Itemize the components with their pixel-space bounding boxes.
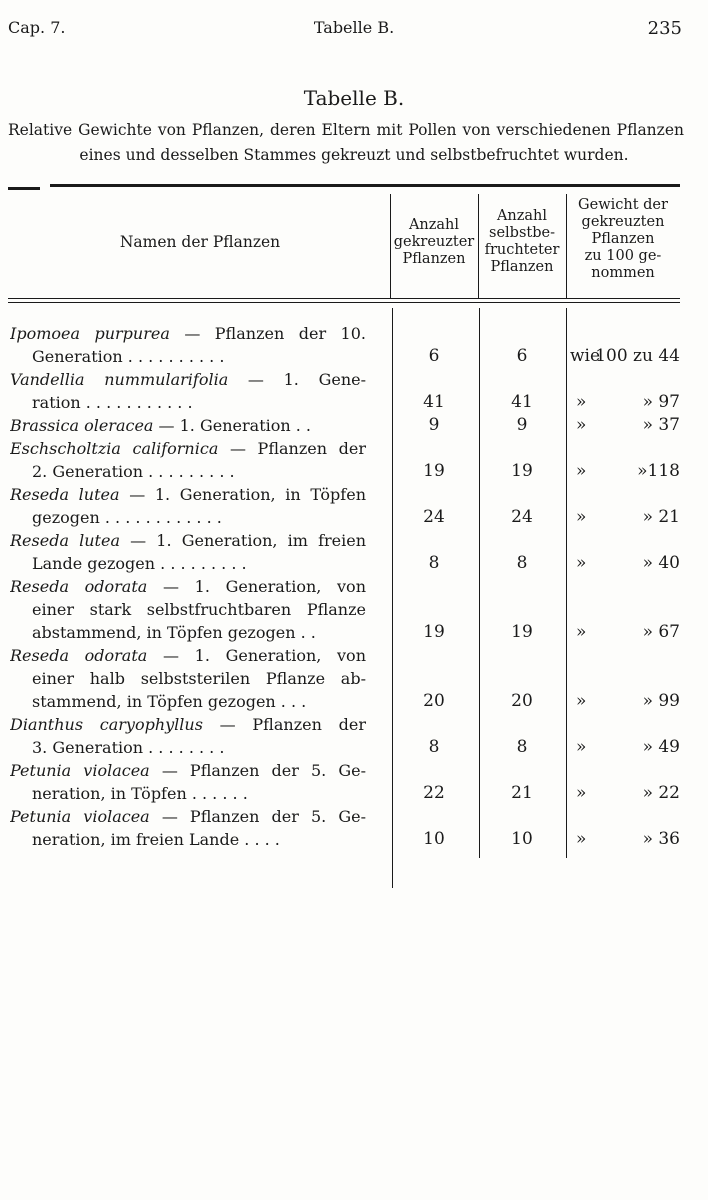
crossed-count: 10	[423, 829, 445, 849]
species-name: Eschscholtzia californica	[10, 439, 219, 458]
column-header-selfed: Anzahl selbstbe- fruchteter Pflanzen	[484, 208, 560, 275]
crossed-count: 19	[423, 622, 445, 642]
selfed-count: 6	[516, 346, 528, 366]
header-rule-2	[8, 302, 680, 303]
crossed-count: 6	[428, 346, 440, 366]
page-number: 235	[647, 18, 682, 39]
plant-name: Reseda lutea — 1. Generation, im freien Lande gezogen . . . . . . . . .	[10, 531, 366, 573]
selfed-count: 8	[516, 553, 528, 573]
selfed-count: 20	[511, 691, 533, 711]
crossed-count: 24	[423, 507, 445, 527]
plant-name: Ipomoea purpurea — Pflanzen der 10. Generation . . . . . . . . . .	[10, 324, 366, 366]
selfed-count: 24	[511, 507, 533, 527]
plant-name: Dianthus caryophyllus — Pflanzen der 3. Generation . . . . . . . .	[10, 715, 366, 757]
plant-name: Petunia violacea — Pflanzen der 5. Ge- neration, im freien Lande . . . .	[10, 807, 366, 849]
selfed-count: 8	[516, 737, 528, 757]
column-divider-3-body	[566, 308, 567, 858]
table-title: Tabelle B.	[303, 86, 405, 110]
species-name: Reseda lutea	[10, 485, 120, 504]
crossed-count: 41	[423, 392, 445, 412]
selfed-count: 9	[516, 415, 528, 435]
crossed-count: 20	[423, 691, 445, 711]
plant-name: Vandellia nummularifolia — 1. Gene- ration . . . . . . . . . . .	[10, 370, 366, 412]
selfed-count: 21	[511, 783, 533, 803]
species-name: Dianthus caryophyllus	[10, 715, 203, 734]
species-name: Reseda odorata	[10, 646, 148, 665]
crossed-count: 19	[423, 461, 445, 481]
plant-name: Reseda lutea — 1. Generation, in Töpfen gezogen . . . . . . . . . . . .	[10, 485, 366, 527]
selfed-count: 19	[511, 622, 533, 642]
plant-name: Reseda odorata — 1. Generation, von einer stark selbstfruchtbaren Pflanze abstammend, in Töpfen gezogen . .	[10, 577, 366, 642]
plant-name: Eschscholtzia californica — Pflanzen der 2. Generation . . . . . . . . .	[10, 439, 366, 481]
species-name: Reseda odorata	[10, 577, 148, 596]
crossed-count: 9	[428, 415, 440, 435]
column-header-weight: Gewicht der gekreuzten Pflanzen zu 100 ge- nommen	[578, 197, 668, 281]
top-rule-short	[8, 187, 40, 190]
plant-name: Brassica oleracea — 1. Generation . .	[10, 416, 312, 435]
crossed-count: 22	[423, 783, 445, 803]
running-title: Tabelle B.	[313, 18, 395, 37]
species-name: Reseda lutea	[10, 531, 120, 550]
chapter-label: Cap. 7.	[8, 18, 66, 37]
crossed-count: 8	[428, 553, 440, 573]
species-name: Vandellia nummularifolia	[10, 370, 229, 389]
plant-name: Petunia violacea — Pflanzen der 5. Ge- neration, in Töpfen . . . . . .	[10, 761, 366, 803]
table-caption-line-1: Relative Gewichte von Pflanzen, deren Eltern mit Pollen von verschiedenen Pflanzen	[8, 121, 684, 139]
top-rule	[50, 184, 680, 187]
species-name: Petunia violacea	[10, 761, 150, 780]
header-rule-1	[8, 298, 680, 299]
species-name: Brassica oleracea	[10, 416, 154, 435]
crossed-count: 8	[428, 737, 440, 757]
column-header-crossed: Anzahl gekreuzter Pflanzen	[393, 217, 475, 267]
selfed-count: 41	[511, 392, 533, 412]
species-name: Petunia violacea	[10, 807, 150, 826]
selfed-count: 19	[511, 461, 533, 481]
species-name: Ipomoea purpurea	[10, 324, 170, 343]
table-caption-line-2: eines und desselben Stammes gekreuzt und selbstbefruchtet wurden.	[79, 146, 629, 164]
plant-name: Reseda odorata — 1. Generation, von einer halb selbststerilen Pflanze ab- stammend, in Töpfen gezogen . . .	[10, 646, 366, 711]
selfed-count: 10	[511, 829, 533, 849]
column-header-name: Namen der Pflanzen	[119, 233, 281, 251]
